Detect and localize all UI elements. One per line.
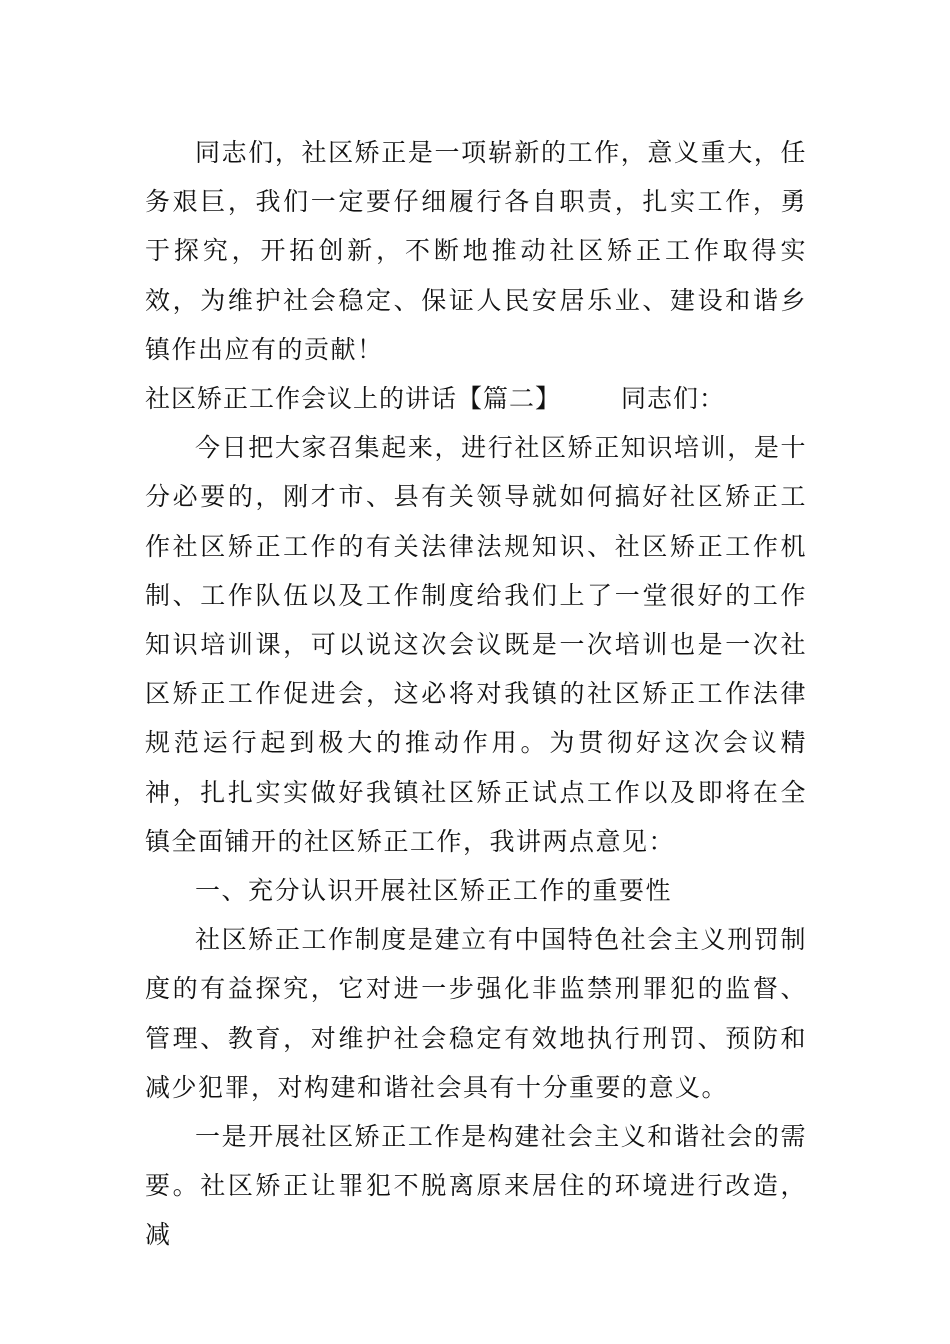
subheading-importance: 一、充分认识开展社区矫正工作的重要性 xyxy=(195,876,673,906)
paragraph-introduction: 今日把大家召集起来，进行社区矫正知识培训，是十分必要的，刚才市、县有关领导就如何搞好社区矫正工作社区矫正工作的有关法律法规知识、社区矫正工作机制、工作队伍以及工作制度给我们上了一堂很好的工作知识培训课，可以说这次会议既是一次培训也是一次社区矫正工作促进会，这必将对我镇的社区矫正工作法律规范运行起到极大的推动作用。为贯彻好这次会议精神，扎扎实实做好我镇社区矫正试点工作以及即将在全镇全面铺开的社区矫正工作，我讲两点意见： xyxy=(145,433,807,856)
paragraph-closing-remarks: 同志们，社区矫正是一项崭新的工作，意义重大，任务艰巨，我们一定要仔细履行各自职责，扎实工作，勇于探究，开拓创新，不断地推动社区矫正工作取得实效，为维护社会稳定、保证人民安居乐业、建设和谐乡镇作出应有的贡献！ xyxy=(145,138,807,364)
paragraph-system-significance: 社区矫正工作制度是建立有中国特色社会主义刑罚制度的有益探究，它对进一步强化非监禁刑罪犯的监督、管理、教育，对维护社会稳定有效地执行刑罚、预防和减少犯罪，对构建和谐社会具有十分重要的意义。 xyxy=(145,925,807,1102)
paragraph-harmonious-society: 一是开展社区矫正工作是构建社会主义和谐社会的需要。社区矫正让罪犯不脱离原来居住的环境进行改造，减 xyxy=(145,1122,807,1250)
section-heading-line xyxy=(145,374,807,423)
salutation: 同志们： xyxy=(621,384,726,414)
section-title: 社区矫正工作会议上的讲话【篇二】 xyxy=(145,384,562,414)
